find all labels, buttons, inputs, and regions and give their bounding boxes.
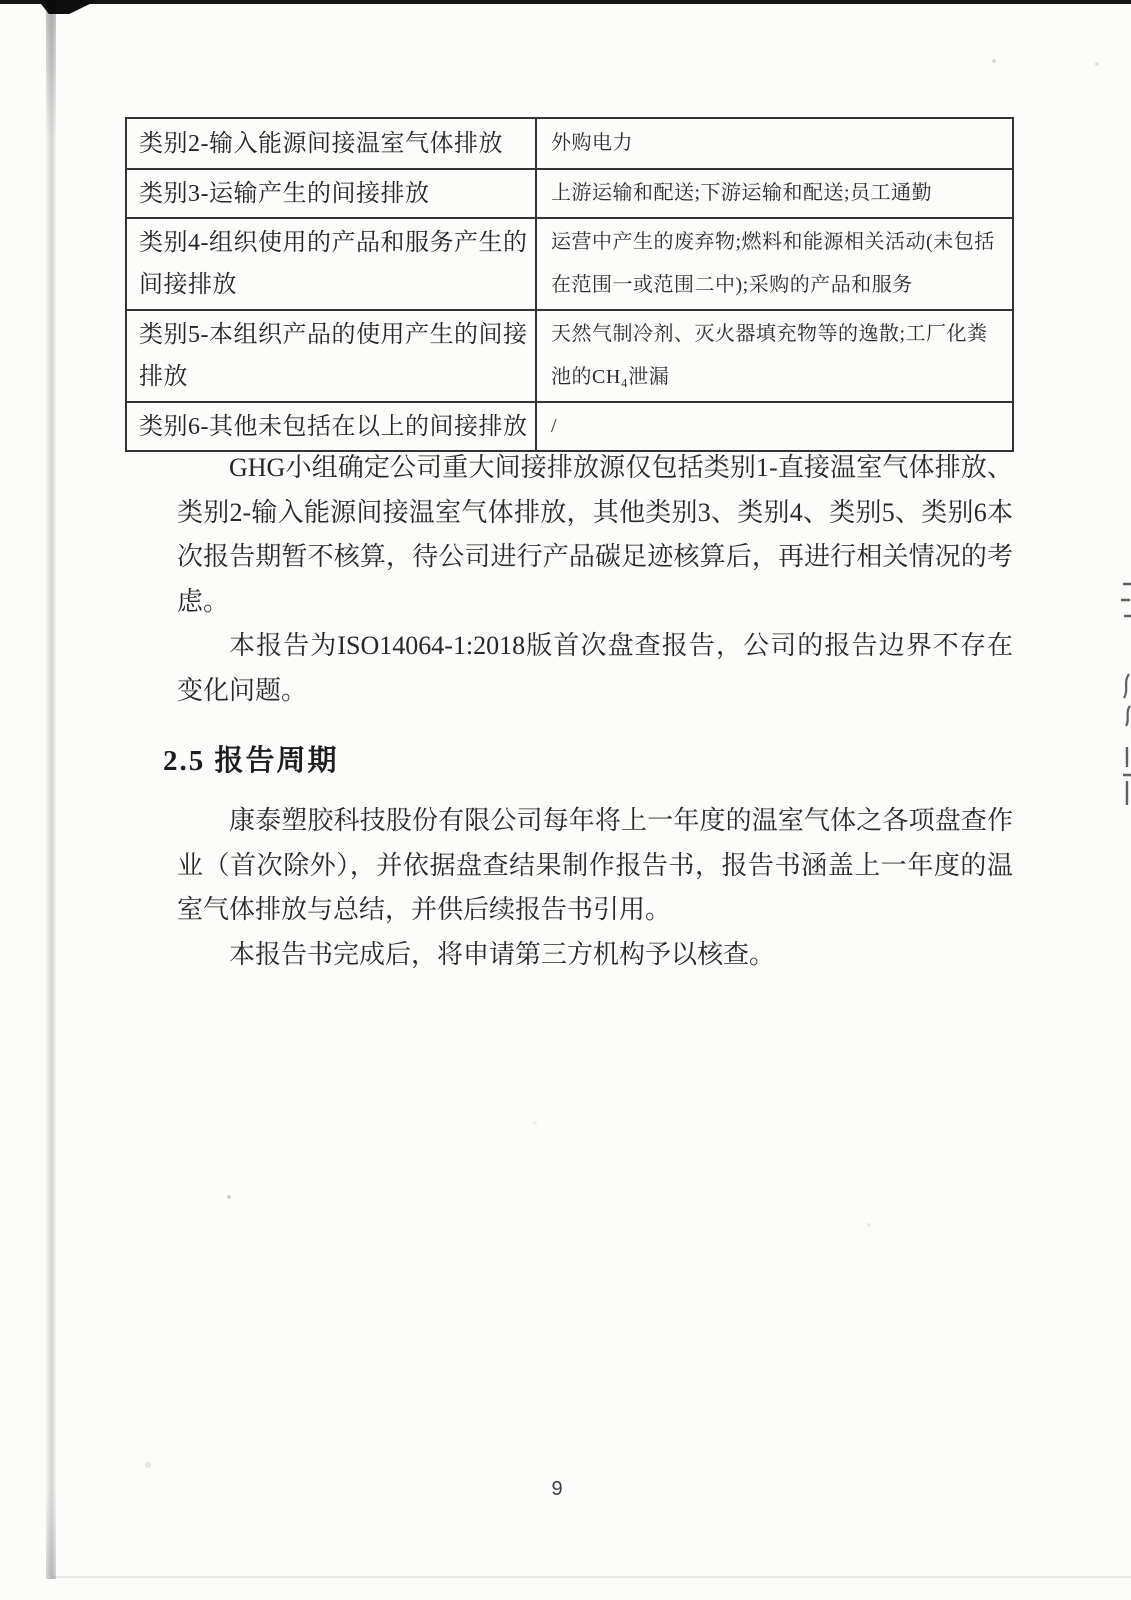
sources-cell: 上游运输和配送;下游运输和配送;员工通勤 [536, 169, 1013, 218]
category-cell: 类别6-其他未包括在以上的间接排放 [126, 402, 536, 451]
scan-top-edge [0, 0, 1131, 4]
scan-fold-shadow [46, 0, 56, 1579]
table-row [126, 402, 1013, 451]
category-cell: 类别2-输入能源间接温室气体排放 [126, 118, 536, 169]
paragraph-third-party-verification: 本报告书完成后，将申请第三方机构予以核查。 [229, 939, 776, 969]
paragraph-ghg-scope: GHG小组确定公司重大间接排放源仅包括类别1-直接温室气体排放、类别2-输入能源间接温室气体排放，其他类别3、类别4、类别5、类别6本次报告期暂不核算，待公司进行产品碳足迹核算后，再进行相关情况的考虑。 [177, 453, 1013, 616]
category-cell: 类别3-运输产生的间接排放 [126, 169, 536, 218]
scan-specks [0, 0, 2, 2]
sources-cell: 外购电力 [536, 118, 1013, 169]
body-text [163, 446, 1013, 977]
table-row [126, 310, 1013, 402]
clipped-glyph-fragment [1121, 578, 1131, 630]
sources-cell: / [536, 402, 1013, 451]
section-heading-2-5: 2.5 报告周期 [163, 745, 339, 777]
scan-bottom-edge [52, 1576, 1131, 1578]
table-row [126, 169, 1013, 218]
ghg-categories-table [125, 117, 1014, 452]
table-row [126, 118, 1013, 169]
sources-cell: 运营中产生的废弃物;燃料和能源相关活动(未包括在范围一或范围二中);采购的产品和服务 [536, 218, 1013, 310]
paragraph-iso-version: 本报告为ISO14064-1:2018版首次盘查报告，公司的报告边界不存在变化问题。 [177, 631, 1013, 705]
clipped-glyph-fragment [1121, 672, 1131, 728]
clipped-glyph-fragment [1121, 745, 1131, 809]
sources-cell: 天然气制冷剂、灭火器填充物等的逸散;工厂化粪池的CH₄泄漏 [536, 310, 1013, 402]
page-number: 9 [551, 1478, 563, 1500]
category-cell: 类别5-本组织产品的使用产生的间接排放 [126, 310, 536, 402]
paragraph-reporting-cycle: 康泰塑胶科技股份有限公司每年将上一年度的温室气体之各项盘查作业（首次除外），并依据盘查结果制作报告书，报告书涵盖上一年度的温室气体排放与总结，并供后续报告书引用。 [177, 806, 1013, 924]
category-cell: 类别4-组织使用的产品和服务产生的间接排放 [126, 218, 536, 310]
table-row [126, 218, 1013, 310]
